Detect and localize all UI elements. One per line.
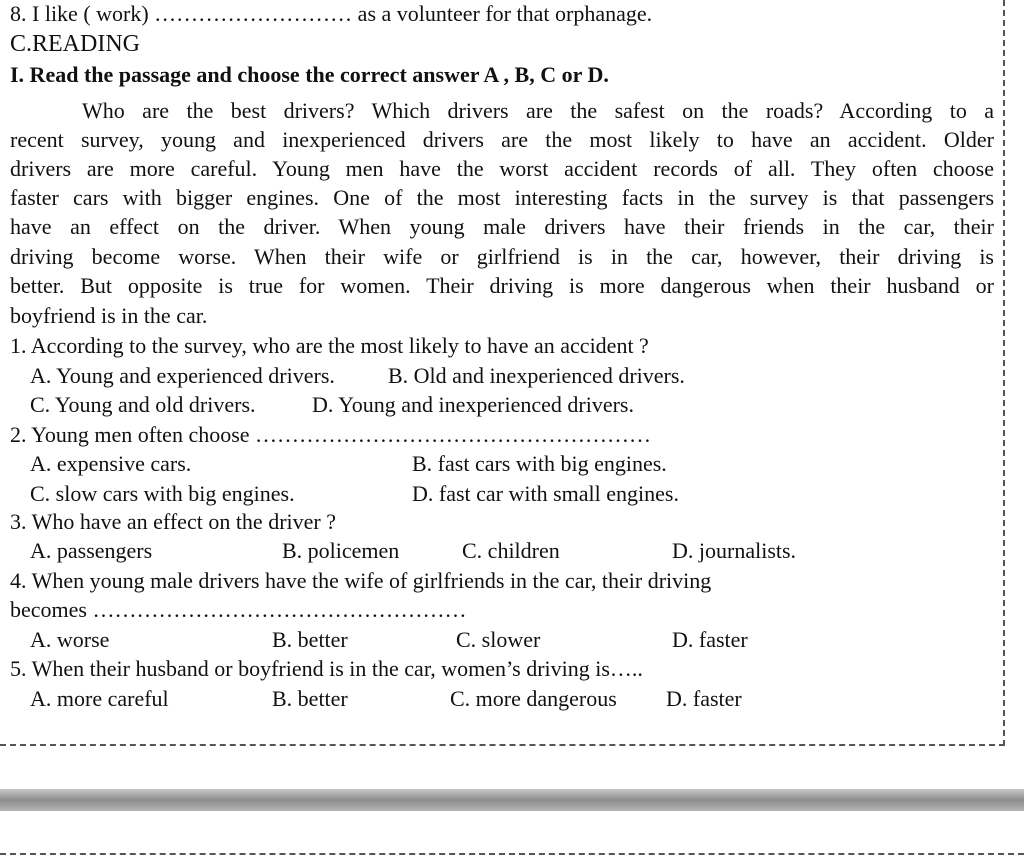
q5-option-b: B. better [272,686,348,711]
question-4-options-row [0,626,1000,654]
question-2-stem: 2. Young men often choose ……………………………………………… [10,422,652,447]
q2-option-b: B. fast cars with big engines. [412,451,667,476]
section-title: C.READING [10,31,140,57]
question-4-stem: 4. When young male drivers have the wife of girlfriends in the car, their driving [10,568,712,593]
q2-option-a: A. expensive cars. [30,451,192,476]
passage-line: drivers are more careful. Young men have the worst accident records of all. They often choose [10,156,994,181]
passage-line: Who are the best drivers? Which drivers are the safest on the roads? According to a [82,98,994,123]
q1-option-a: A. Young and experienced drivers. [30,363,335,388]
passage-line: recent survey, young and inexperienced drivers are the most likely to have an accident. Older [10,127,994,152]
passage-line: have an effect on the driver. When young male drivers have their friends in the car, their [10,214,994,239]
q5-option-d: D. faster [666,686,742,711]
passage-line: faster cars with bigger engines. One of the most interesting facts in the survey is that passengers [10,185,994,210]
q5-option-c: C. more dangerous [450,686,617,711]
page-border-bottom [0,744,1005,746]
exercise-line-8: 8. I like ( work) ……………………… as a volunteer for that orphanage. [10,1,653,26]
page-border-right [1003,0,1005,746]
next-page-border-top [0,853,1024,855]
question-5-stem: 5. When their husband or boyfriend is in the car, women’s driving is….. [10,656,643,681]
q3-option-c: C. children [462,538,560,563]
q3-option-d: D. journalists. [672,538,797,563]
q1-option-d: D. Young and inexperienced drivers. [312,392,634,417]
passage-line: boyfriend is in the car. [10,303,208,328]
question-1-options-row-1 [0,362,1000,390]
instruction: I. Read the passage and choose the correct answer A , B, C or D. [10,62,609,87]
q3-option-b: B. policemen [282,538,400,563]
q3-option-a: A. passengers [30,538,153,563]
q5-option-a: A. more careful [30,686,169,711]
passage-line: better. But opposite is true for women. Their driving is more dangerous when their husband or [10,273,994,298]
q4-option-a: A. worse [30,627,110,652]
q2-option-d: D. fast car with small engines. [412,481,679,506]
page-separator-bar [0,789,1024,811]
q1-option-b: B. Old and inexperienced drivers. [388,363,685,388]
question-5-options-row [0,685,1000,713]
q4-option-d: D. faster [672,627,748,652]
question-4-stem-continued: becomes …………………………………………… [10,597,467,622]
q1-option-c: C. Young and old drivers. [30,392,256,417]
q4-option-c: C. slower [456,627,541,652]
question-3-stem: 3. Who have an effect on the driver ? [10,509,336,534]
question-2-options-row-2 [0,480,1000,508]
q2-option-c: C. slow cars with big engines. [30,481,295,506]
question-2-options-row-1 [0,450,1000,478]
question-1-stem: 1. According to the survey, who are the most likely to have an accident ? [10,333,649,358]
q4-option-b: B. better [272,627,348,652]
passage-line: driving become worse. When their wife or girlfriend is in the car, however, their driving is [10,244,994,269]
question-1-options-row-2 [0,391,1000,419]
question-3-options-row [0,537,1000,565]
